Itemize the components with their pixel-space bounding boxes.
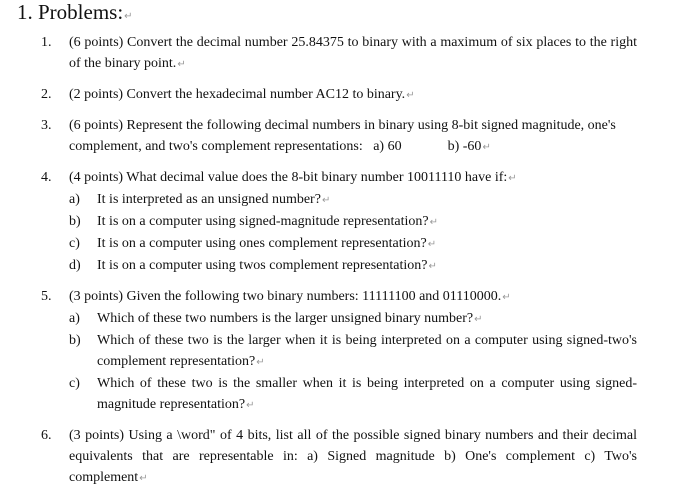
sub-text: Which of these two is the smaller when it is being interpreted on a computer using signed-magnitude representation?: [97, 376, 637, 412]
subquestion: [69, 330, 637, 373]
problem-number: 1.: [41, 35, 52, 50]
problem-number: 2.: [41, 87, 52, 102]
problem-5: [0, 286, 637, 416]
problem-6: [0, 425, 637, 489]
problem-3: [0, 115, 637, 158]
subquestion: [69, 255, 637, 277]
problem-text: (6 points) Convert the decimal number 25.84375 to binary with a maximum of six places to the right of the binary point.: [69, 35, 637, 71]
paragraph-mark: [138, 470, 147, 485]
sub-text: It is on a computer using ones complement representation?: [97, 236, 427, 251]
sub-text: Which of these two numbers is the larger unsigned binary number?: [97, 311, 474, 326]
sub-letter: b): [69, 214, 81, 229]
sub-letter: d): [69, 258, 81, 273]
paragraph-mark: [405, 87, 414, 102]
problem-1: [0, 32, 637, 75]
problem-number: 3.: [41, 118, 52, 133]
paragraph-mark: [176, 56, 185, 71]
sub-text: It is on a computer using signed-magnitude representation?: [97, 214, 429, 229]
problem-4: [0, 167, 637, 277]
sub-letter: c): [69, 376, 80, 391]
paragraph-mark: [481, 139, 490, 154]
sub-text: It is on a computer using twos complement representation?: [97, 258, 428, 273]
problem-text: (3 points) Given the following two binary numbers: 11111100 and 01110000.: [69, 289, 502, 304]
sub-letter: a): [69, 311, 80, 326]
problem-2: [0, 84, 637, 106]
paragraph-mark: [501, 289, 510, 304]
heading-text: 1. Problems:: [17, 0, 124, 24]
sub-text: Which of these two is the larger when it is being interpreted on a computer using signed-two's complement representation?: [97, 333, 637, 369]
problem-number: 6.: [41, 428, 52, 443]
sub-text: It is interpreted as an unsigned number?: [97, 192, 321, 207]
problem-number: 5.: [41, 289, 52, 304]
section-heading: [17, 0, 133, 31]
problem-number: 4.: [41, 170, 52, 185]
problem-text: (2 points) Convert the hexadecimal number AC12 to binary.: [69, 87, 406, 102]
problem-list: [0, 32, 683, 498]
sub-letter: b): [69, 333, 81, 348]
subquestion: [69, 308, 637, 330]
sub-letter: c): [69, 236, 80, 251]
sub-letter: a): [69, 192, 80, 207]
subquestion: [69, 233, 637, 255]
problem-text: (3 points) Using a \word" of 4 bits, list all of the possible signed binary numbers and their decimal equivalents that are representable in: a) Signed magnitude b) One's complement c) Two's complement: [69, 428, 637, 485]
subquestion: [69, 211, 637, 233]
subquestion: [69, 373, 637, 416]
paragraph-mark: [123, 0, 132, 24]
subquestion: [69, 189, 637, 211]
problem-text: (6 points) Represent the following decimal numbers in binary using 8-bit signed magnitude, one's complement, and two's complement representations: a) 60: [69, 118, 620, 154]
problem-text: (4 points) What decimal value does the 8-bit binary number 10011110 have if:: [69, 170, 508, 185]
paragraph-mark: [507, 170, 516, 185]
problem-text-b: b) -60: [447, 139, 482, 154]
